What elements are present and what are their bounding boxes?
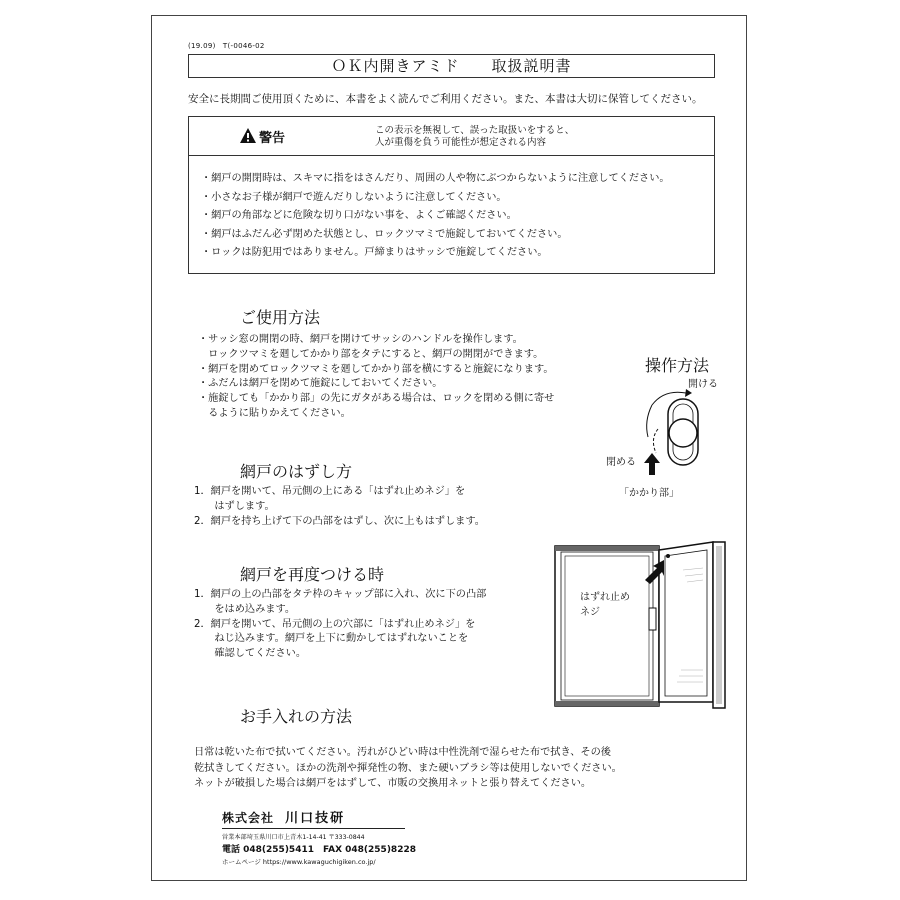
removal-line: はずします。	[194, 500, 275, 512]
warning-label: 警告	[259, 131, 286, 146]
warning-item: ・小さなお子様が網戸で遊んだりしないように注意してください。	[201, 191, 507, 203]
company-brand: 川口技研	[285, 811, 346, 826]
warning-item: ・網戸の開閉時は、スキマに指をはさんだり、周囲の人や物にぶつからないように注意してください。	[201, 173, 670, 184]
warning-desc-line: 人が重傷を負う可能性が想定される内容	[375, 137, 547, 148]
company-website: ホームページ https://www.kawaguchigiken.co.jp/	[222, 858, 376, 866]
warning-triangle-icon	[240, 128, 256, 143]
usage-line: ・網戸を閉めてロックツマミを廻してかかり部を横にすると施錠になります。	[198, 363, 554, 375]
document-id: (19.09) T(-0046-02	[188, 42, 265, 50]
intro-text: 安全に長期間ご使用頂くために、本書をよく読んでご利用ください。また、本書は大切に保管してください。	[188, 93, 703, 105]
warning-list	[201, 170, 670, 263]
page-title: ＯＫ内開きアミド 取扱説明書	[188, 54, 715, 78]
usage-line: ロックツマミを廻してかかり部をタテにすると、網戸の開閉ができます。	[198, 348, 544, 360]
company-type: 株式会社	[222, 811, 275, 825]
warning-header	[189, 117, 714, 156]
warning-description	[375, 125, 574, 149]
care-text	[194, 745, 622, 792]
removal-line: 1．網戸を開いて、吊元側の上にある「はずれ止めネジ」を	[194, 486, 466, 497]
warning-item: ・網戸の角部などに危険な切り口がない事を、よくご確認ください。	[201, 210, 517, 222]
lock-knob-diagram	[630, 383, 710, 479]
usage-line: るように貼りかえてください。	[198, 407, 351, 419]
usage-line: ・施錠しても「かかり部」の先にガタがある場合は、ロックを閉める側に寄せ	[198, 393, 555, 405]
care-line: 日常は乾いた布で拭いてください。汚れがひどい時は中性洗剤で湿らせた布で拭き、その後	[194, 747, 611, 758]
close-label: 閉める	[606, 457, 636, 468]
screw-label-line: はずれ止め	[580, 592, 630, 603]
reattach-line: 2．網戸を開いて、吊元側の上の穴部に「はずれ止めネジ」を	[194, 618, 476, 630]
screen-door-diagram	[553, 540, 729, 712]
operation-title: 操作方法	[645, 356, 710, 375]
company-block	[222, 807, 416, 866]
reattach-line: をはめ込みます。	[194, 603, 296, 615]
care-title: お手入れの方法	[240, 707, 353, 726]
document-page	[151, 15, 747, 881]
reattach-title: 網戸を再度つける時	[240, 565, 385, 584]
warning-item: ・網戸はふだん必ず閉めた状態とし、ロックツマミで施錠しておいてください。	[201, 228, 568, 240]
company-phone: 電話 048(255)5411 FAX 048(255)8228	[222, 845, 416, 855]
removal-title: 網戸のはずし方	[240, 462, 353, 481]
reattach-list	[194, 588, 486, 662]
company-divider	[222, 828, 405, 829]
care-line: 乾拭きしてください。ほかの洗剤や揮発性の物、また硬いブラシ等は使用しないでください。	[194, 762, 622, 774]
usage-line: ・ふだんは網戸を閉めて施錠にしておいてください。	[198, 378, 443, 390]
open-label: 開ける	[688, 379, 718, 390]
reattach-line: 1．網戸の上の凸部をタテ枠のキャップ部に入れ、次に下の凸部	[194, 589, 487, 600]
removal-line: 2．網戸を持ち上げて下の凸部をはずし、次に上もはずします。	[194, 515, 485, 527]
warning-box	[188, 116, 715, 274]
screw-label-line: ネジ	[580, 607, 600, 618]
reattach-line: 確認してください。	[194, 648, 307, 660]
reattach-line: ねじ込みます。網戸を上下に動かしてはずれないことを	[194, 633, 469, 645]
hook-part-label: 「かかり部」	[619, 488, 679, 499]
usage-list	[198, 333, 554, 422]
removal-list	[194, 485, 485, 529]
screw-label	[580, 590, 630, 620]
usage-title: ご使用方法	[240, 308, 321, 327]
care-line: ネットが破損した場合は網戸をはずして、市販の交換用ネットと張り替えてください。	[194, 778, 592, 789]
usage-line: ・サッシ窓の開閉の時、網戸を開けてサッシのハンドルを操作します。	[198, 334, 523, 345]
company-address: 営業本部埼玉県川口市上青木1-14-41 〒333-0844	[222, 834, 365, 841]
warning-item: ・ロックは防犯用ではありません。戸締まりはサッシで施錠してください。	[201, 247, 548, 259]
warning-desc-line: この表示を無視して、誤った取扱いをすると、	[375, 125, 575, 136]
